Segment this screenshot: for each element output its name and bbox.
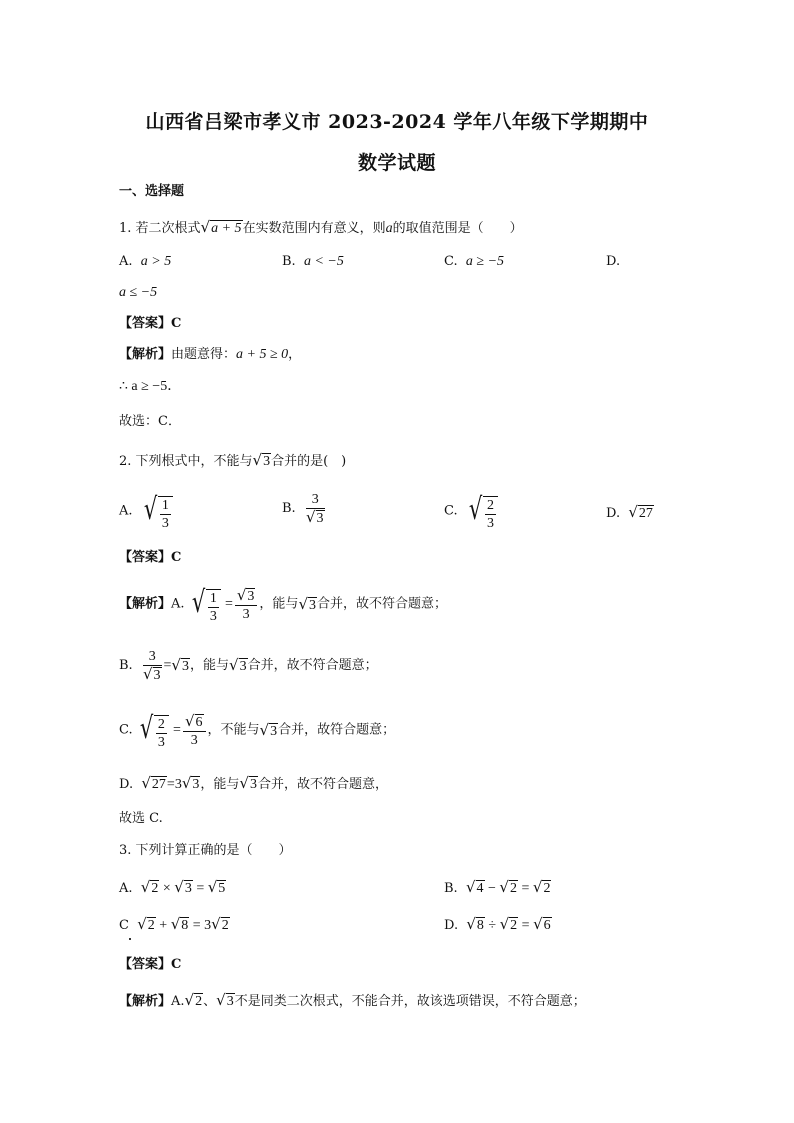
q3-option-c: C √2 + √8 = 3√2 [119, 915, 229, 933]
q1-option-c: C. a ≥ −5 [444, 254, 505, 269]
q1-option-a: A. a > 5 [119, 254, 172, 269]
q1-stem [119, 218, 523, 238]
q2-option-b: B. $\frac{3}{√3}$ [282, 492, 324, 526]
q3-stem: 3. 下列计算正确的是（ ） [119, 843, 292, 858]
q2-answer: 【答案】C [119, 550, 182, 565]
q1-conclusion: 故选：C． [119, 414, 181, 429]
section-heading: 一、选择题 [119, 184, 185, 199]
q1-option-d-label: D. [606, 254, 621, 269]
scan-dot [129, 938, 131, 940]
q1-analysis-1: 【解析】由题意得：a + 5 ≥ 0， [119, 347, 302, 362]
q2-analysis-d: D. √27=3√3，能与√3合并，故不符合题意， [119, 774, 388, 792]
q3-analysis-a: 【解析】A.√2、√3不是同类二次根式，不能合并，故该选项错误，不符合题意； [119, 991, 586, 1009]
title-line-2: 数学试题 [357, 152, 436, 174]
q1-option-b: B. a < −5 [282, 254, 344, 269]
q3-option-b: B. √4 − √2 = √2 [444, 878, 551, 896]
q1-stem-post: 的取值范围是（ ） [392, 221, 523, 236]
q2-analysis-b: B. $\frac{3}{√3}$ =√3，能与√3合并，故不符合题意； [119, 649, 378, 683]
q3-option-d: D. √8 ÷ √2 = √6 [444, 915, 551, 933]
q3-option-a: A. √2 × √3 = √5 [119, 878, 226, 896]
q1-radical: √a + 5 [200, 218, 242, 236]
q1-option-d-value: a ≤ −5 [119, 285, 158, 300]
q2-option-d: D. √27 [606, 503, 653, 521]
q1-answer: 【答案】C [119, 316, 182, 331]
q3-answer: 【答案】C [119, 957, 182, 972]
q2-stem: 2. 下列根式中，不能与√3合并的是( ) [119, 451, 347, 469]
q2-conclusion: 故选 C. [119, 811, 163, 826]
q2-analysis-a: 【解析】A. √ $\frac{1}{3}$ = $\frac{√3}{3}$ ，能与√3合并，故不符合题意； [119, 585, 448, 624]
q1-stem-pre: 1. 若二次根式 [119, 221, 201, 236]
q1-stem-mid: 在实数范围内有意义，则 [242, 221, 386, 236]
q1-var: a [385, 221, 393, 236]
q2-option-c: C. √ $\frac{2}{3}$ [444, 491, 498, 532]
q2-analysis-c: C. √ $\frac{2}{3}$ = $\frac{√6}{3}$ ，不能与√3合并，故符合题意； [119, 711, 396, 750]
q1-analysis-2: ∴ a ≥ −5． [119, 379, 182, 394]
title-line-1: 山西省吕梁市孝义市 2023-2024 学年八年级下学期期中 [145, 111, 649, 133]
q2-option-a: A. √ $\frac{1}{3}$ [119, 491, 173, 532]
